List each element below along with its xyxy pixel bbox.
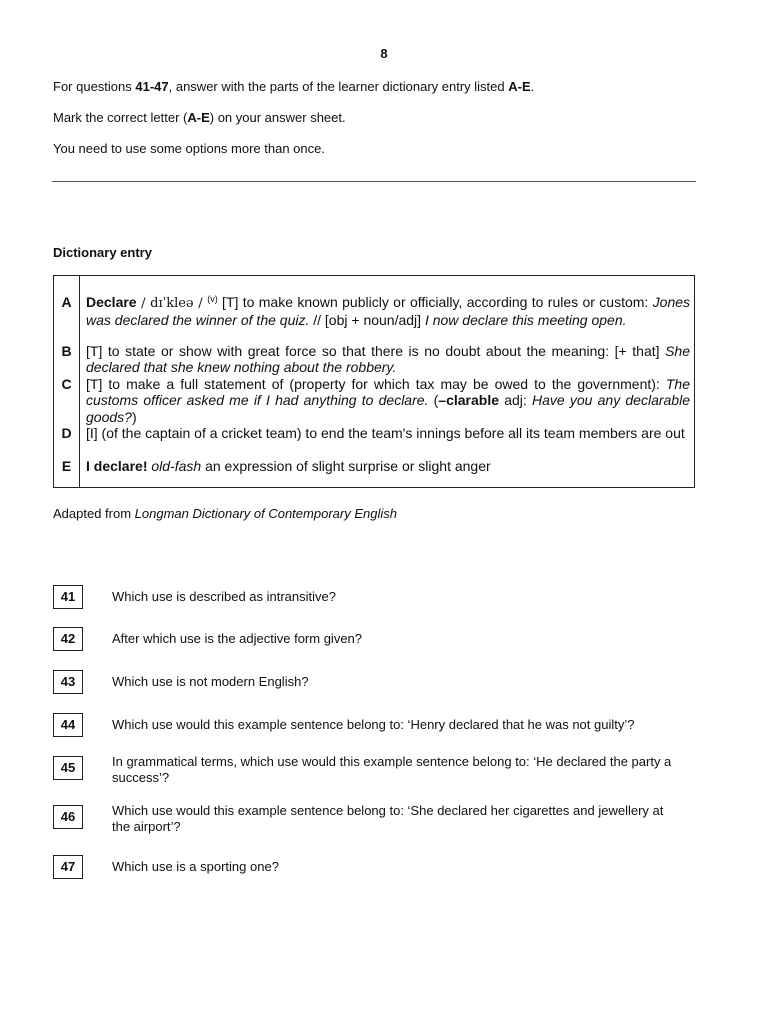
question-number-box: 42 bbox=[53, 627, 83, 651]
question-text: Which use is a sporting one? bbox=[112, 859, 279, 874]
source-credit: Adapted from Longman Dictionary of Contemporary English bbox=[53, 506, 397, 521]
instruction-line-2: Mark the correct letter (A-E) on your answer sheet. bbox=[53, 110, 346, 125]
dictionary-entry-box bbox=[53, 275, 695, 488]
question-text: Which use would this example sentence belong to: ‘Henry declared that he was not guilty’? bbox=[112, 717, 635, 732]
question-text: Which use is not modern English? bbox=[112, 674, 309, 689]
question-number-box: 44 bbox=[53, 713, 83, 737]
part-of-speech: (v) bbox=[207, 294, 218, 304]
instruction-line-1: For questions 41-47, answer with the parts of the learner dictionary entry listed A-E. bbox=[53, 79, 535, 94]
entry-sense-a: Declare / dɪˈkleə / $^{(v)}$ [T] to make known publicly or officially, according to rules or custom: Jones was declared the winner of the quiz. // [obj + noun/adj] I now declare this meeting open. bbox=[86, 294, 691, 329]
entry-letter-d: D bbox=[61, 425, 72, 441]
question-number-box: 43 bbox=[53, 670, 83, 694]
letter-column-divider bbox=[79, 276, 80, 487]
entry-letter-a: A bbox=[61, 294, 72, 310]
section-title: Dictionary entry bbox=[53, 245, 152, 260]
entry-sense-d: [I] (of the captain of a cricket team) to end the team's innings before all its team members are out bbox=[86, 425, 685, 441]
entry-sense-b: [T] to state or show with great force so that there is no doubt about the meaning: [+ that] She declared that she knew nothing about the robbery. bbox=[86, 343, 690, 376]
instruction-line-3: You need to use some options more than once. bbox=[53, 141, 325, 156]
question-number-box: 41 bbox=[53, 585, 83, 609]
pronunciation: / dɪˈkleə / bbox=[136, 296, 208, 311]
entry-letter-e: E bbox=[61, 458, 72, 474]
question-number-box: 46 bbox=[53, 805, 83, 829]
entry-letter-c: C bbox=[61, 376, 72, 392]
headword: Declare bbox=[86, 294, 137, 310]
question-text: After which use is the adjective form given? bbox=[112, 631, 363, 646]
question-number-box: 47 bbox=[53, 855, 83, 879]
divider-line bbox=[52, 181, 696, 182]
question-number-box: 45 bbox=[53, 756, 83, 780]
question-text: Which use would this example sentence belong to: ‘She declared her cigarettes and jewellery at the airport’? bbox=[112, 803, 664, 834]
page-number: 8 bbox=[380, 46, 388, 61]
entry-letter-b: B bbox=[61, 343, 72, 359]
question-text: In grammatical terms, which use would this example sentence belong to: ‘He declared the party a success’? bbox=[112, 754, 672, 785]
entry-sense-c: [T] to make a full statement of (property for which tax may be owed to the government): The customs officer asked me if I had anything to declare. (–clarable adj: Have you any declarable goods?) bbox=[86, 376, 690, 425]
entry-sense-e: I declare! old-fash an expression of slight surprise or slight anger bbox=[86, 458, 491, 474]
source-title: Longman Dictionary of Contemporary English bbox=[134, 506, 397, 521]
question-text: Which use is described as intransitive? bbox=[112, 589, 336, 604]
